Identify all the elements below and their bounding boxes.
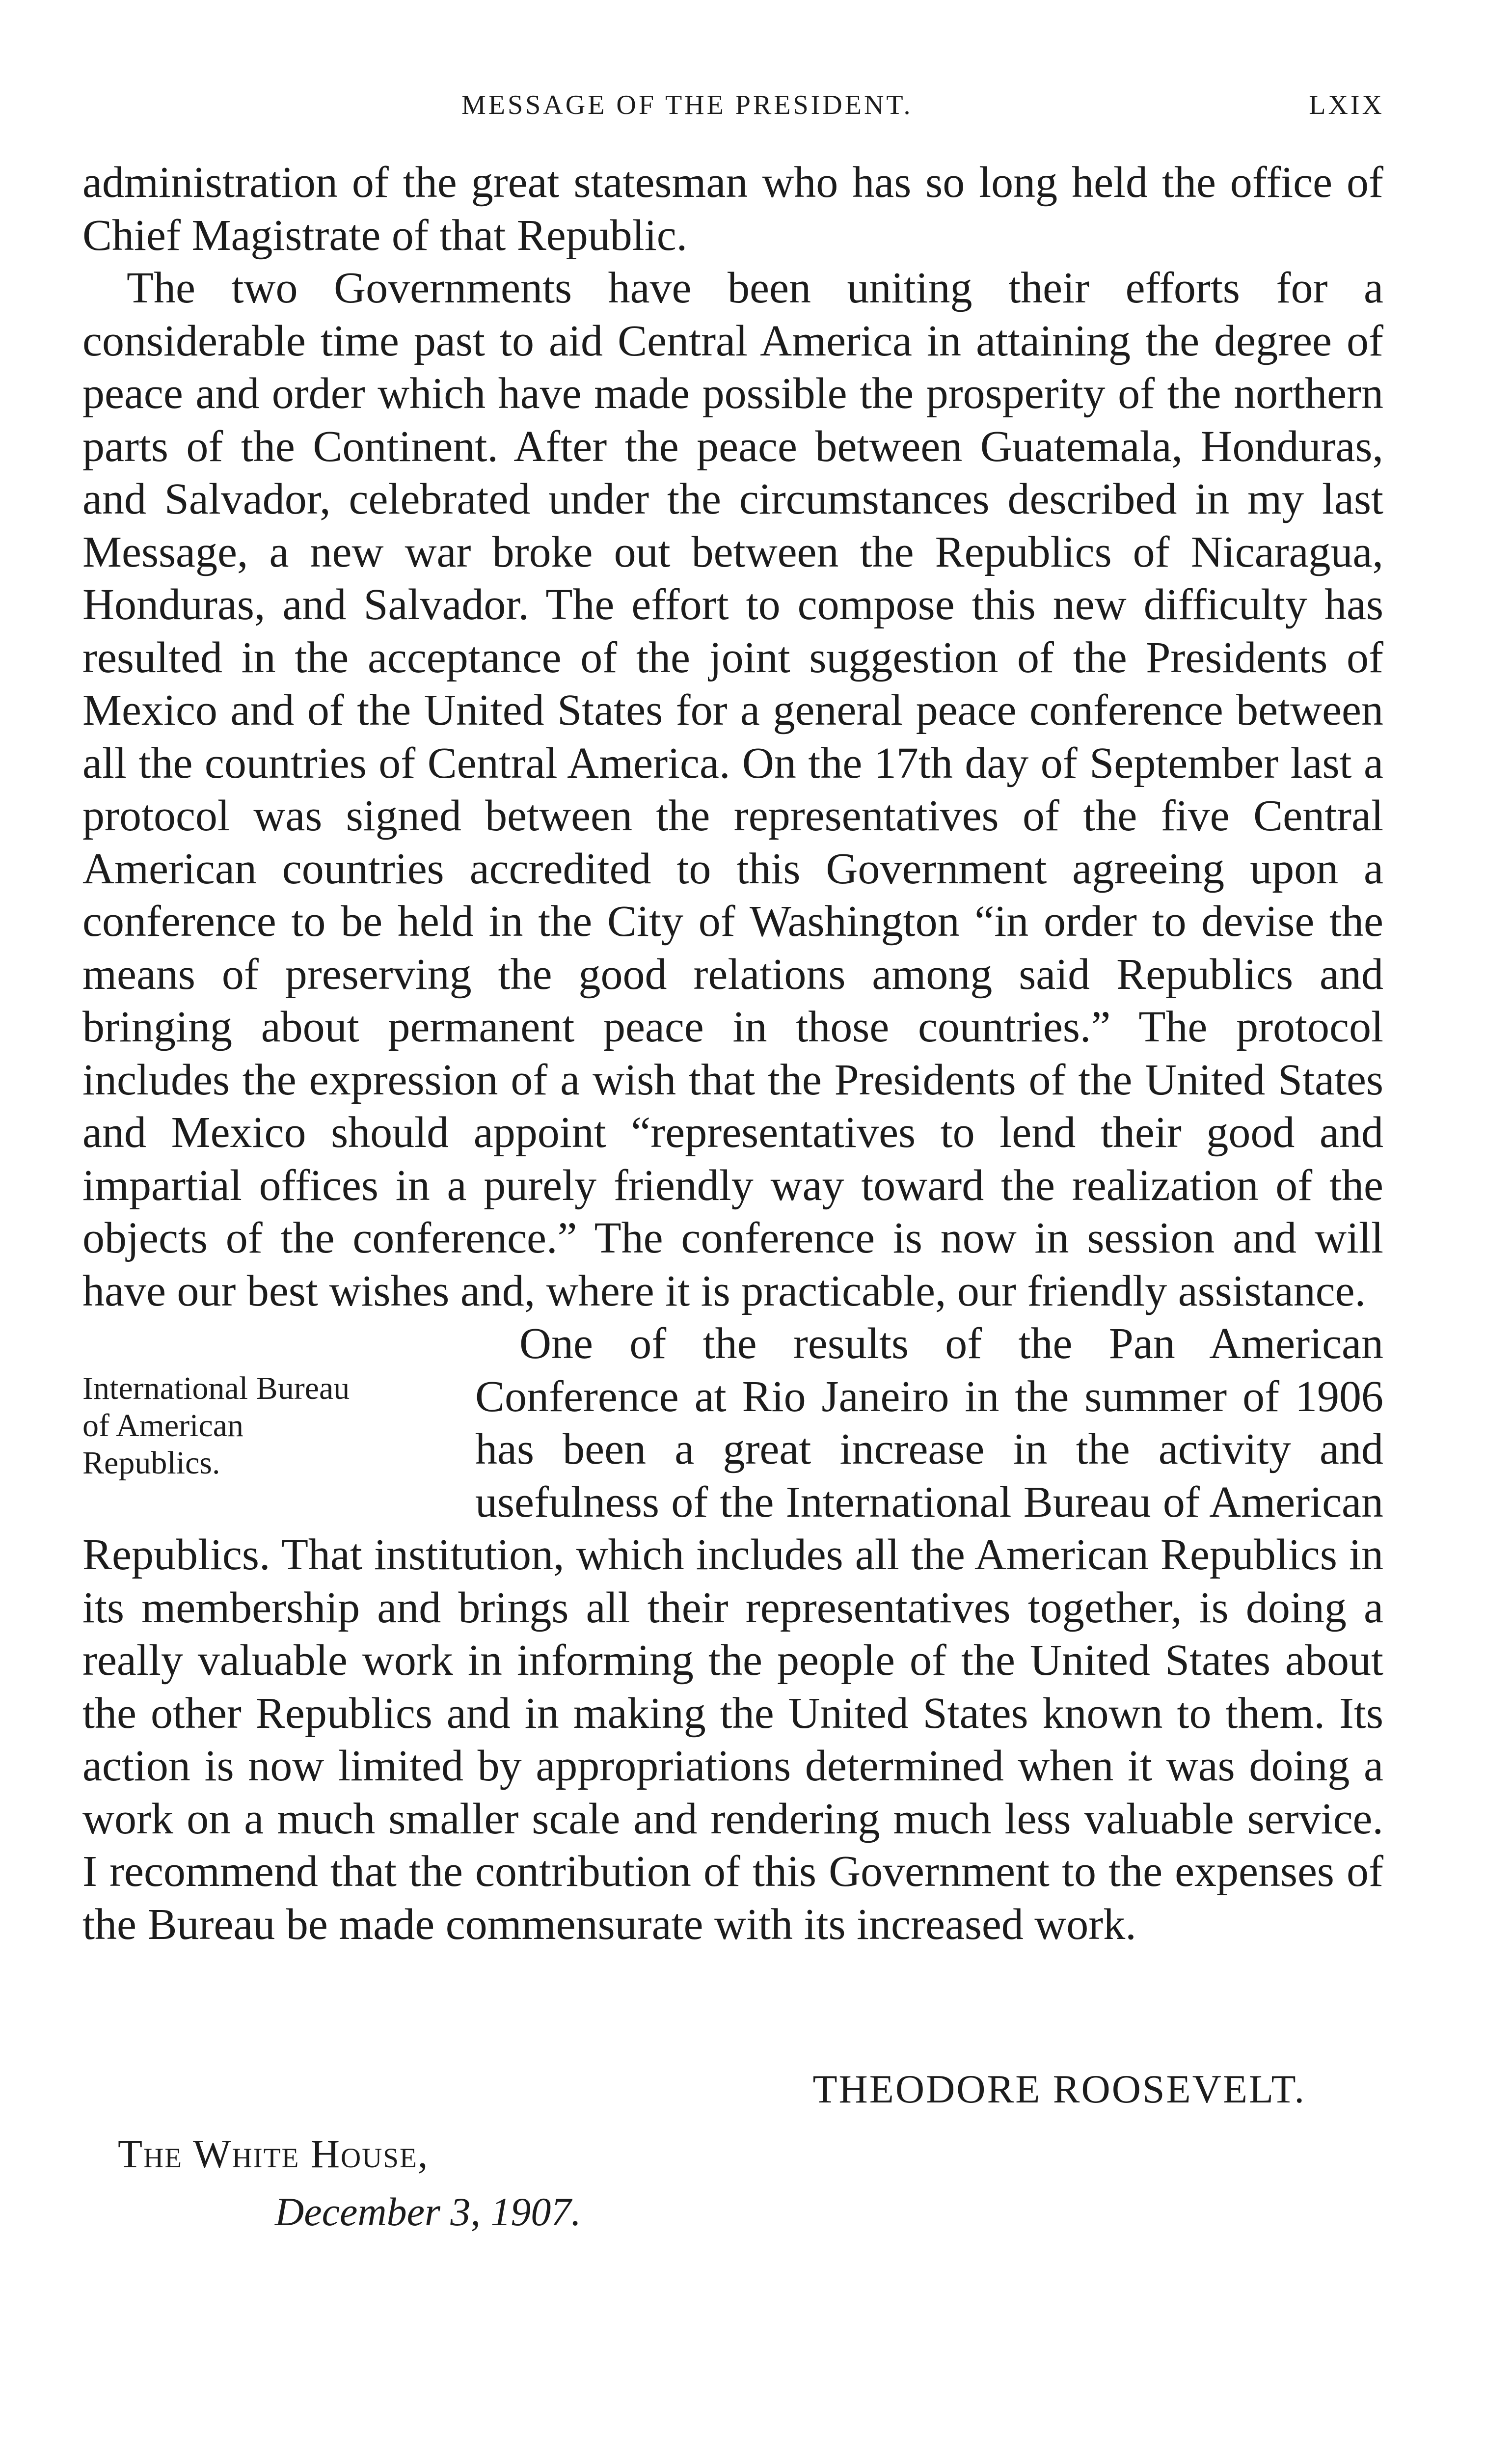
margin-note-line: of American xyxy=(82,1408,244,1444)
signature: THEODORE ROOSEVELT. xyxy=(812,2067,1306,2111)
margin-note xyxy=(82,1370,426,1482)
dateline-date: December 3, 1907. xyxy=(275,2189,581,2234)
margin-note-line: International Bureau xyxy=(82,1370,350,1406)
paragraph-international-bureau xyxy=(82,1317,1383,1951)
paragraph-central-america: The two Governments have been uniting their efforts for a considerable time past to aid Central America in attaining the degree of peace and order which have made possible the prosperity of the northern parts of the Continent. After the peace between Guatemala, Honduras, and Salvador, celebrated under the circumstances described in my last Message, a new war broke out between the Republics of Nicaragua, Honduras, and Salvador. The effort to compose this new difficulty has resulted in the acceptance of the joint suggestion of the Presidents of Mexico and of the United States for a general peace conference between all the countries of Central America. On the 17th day of September last a protocol was signed between the representatives of the five Central American countries accredited to this Government agreeing upon a conference to be held in the City of Washington “in order to devise the means of preserving the good relations among said Republics and bringing about permanent peace in those countries.” The protocol includes the expression of a wish that the Presidents of the United States and Mexico should appoint “representatives to lend their good and impartial offices in a purely friendly way toward the realization of the objects of the conference.” The conference is now in session and will have our best wishes and, where it is practicable, our friendly assistance. xyxy=(82,264,1383,1315)
page-number: LXIX xyxy=(1309,90,1384,120)
running-head xyxy=(79,89,1384,129)
body-text xyxy=(82,156,1383,1951)
paragraph-continuation: administration of the great statesman who has so long held the office of Chief Magistrate of that Republic. xyxy=(82,158,1383,260)
margin-note-line: Republics. xyxy=(82,1445,220,1481)
paragraph-international-bureau-text: One of the results of the Pan American Conference at Rio Janeiro in the summer of 1906 has been a great increase in the activity and usefulness of the International Bureau of American Republics. That institution, which includes all the American Republics in its membership and brings all their representatives together, is doing a really valuable work in informing the people of the United States about the other Republics and in making the United States known to them. Its action is now limited by appropriations determined when it was doing a work on a much smaller scale and rendering much less valuable service. I recommend that the contribution of this Government to the expenses of the Bureau be made commensurate with its increased work. xyxy=(82,1319,1383,1949)
running-title: MESSAGE OF THE PRESIDENT. xyxy=(461,90,913,120)
dateline-place: The White House, xyxy=(118,2131,429,2176)
